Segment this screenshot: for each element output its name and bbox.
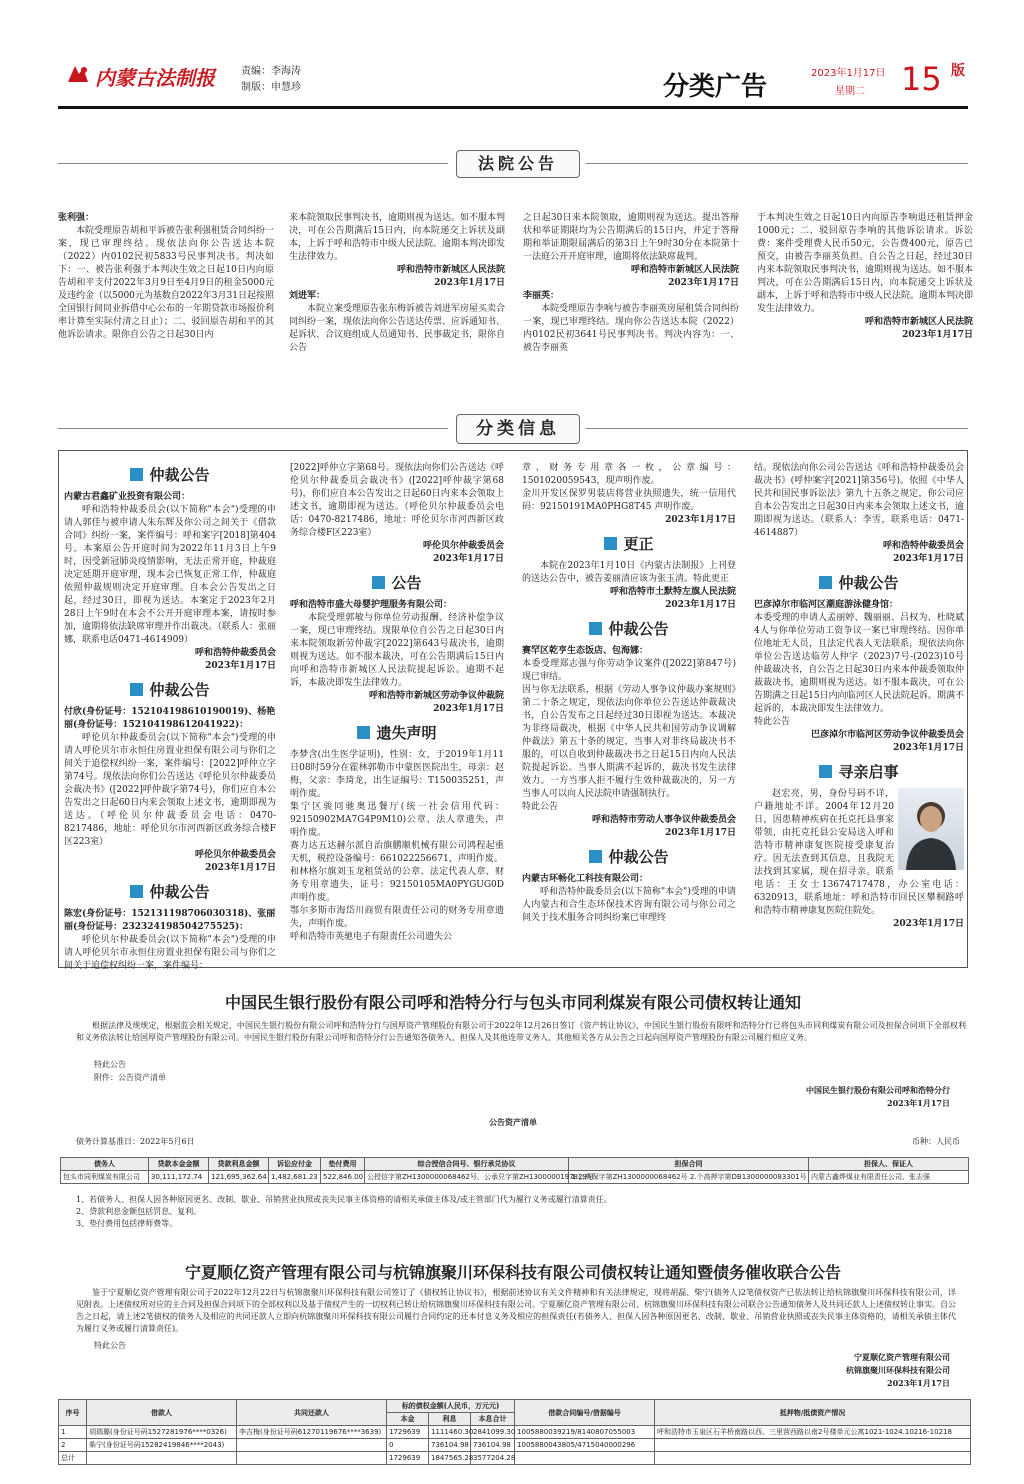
notice2-body: 鉴于宁夏顺亿资产管理有限公司于2022年12月22日与杭锦旗聚川环保科技有限公司签订了《债权转让协议书》，根据前述协议有关文件精神和有关法律规定，现将胡磊、柴宁(债务人)2笔债权资产已依法转让给杭锦旗聚川环保科技有限公司，详见附表。上述债权所对应的主合同及担保合同项下的全部权利以及基于债权产生的一切权利已转让给杭锦旗聚川环保科技有限公司。宁夏顺亿资产管理有限公司、杭锦旗聚川环保科技有限公司联合公告通知债务人及共同还款人上述债权转让事实。自公告之日起，请上述2笔债权的债务人及相应的共同还款人立即向杭锦旗聚川环保科技有限公司履行合同约定的还本付息义务及相应的担保责任(若债务人、担保人因各种原因更名、改制、歇业、吊销营业执照或丧失民事主体资格的，请相关承债主体代为履行义务或履行清算责任)。	[76, 1288, 956, 1333]
court-column-4	[757, 212, 973, 387]
notice-signature: 呼和浩特仲裁委员会	[194, 648, 276, 658]
section-heading: 仲裁公告	[522, 846, 736, 867]
notice-addressee: 内蒙古君鑫矿业投资有限公司：	[64, 492, 191, 502]
table-cell: 总计	[59, 1452, 87, 1465]
notice-body: 李梦含(出生医学证明)，性别：女，于2019年1月11日08时59分在霍林郭勒市中蒙医医院出生，母亲：赵梅，父亲：李琦龙，出生证编号：T150035251，声明作废。 集宁区骏同驰奥迅餐厅(统一社会信用代码：92150902MA7G4P9M10)公章、法人章遗失，声明作废。 赛力达五达赫尔派自治旗鹏顺机械有限公司鸿程起重天机，税控设备编号：661022256671，声明作废。 和林格尔旗刘玉龙租赁站的公章、法定代表人章、财务专用章遗失，证号：92150105MA0PYGUG0D 声明作废。 鄂尔多斯市海岱川商贸有限责任公司的财务专用章遗失，声明作废。 呼和浩特市英驰电子有限责任公司遗失公	[290, 750, 504, 942]
table-cell: 1111460.30	[429, 1426, 471, 1439]
notice-body: 来本院领取民事判决书，逾期则视为送达。如不服本判决，可在公告期满后15日内，向本院递交上诉状及副本，上诉于呼和浩特市中级人民法院。逾期本判决即发生法律效力。	[289, 213, 506, 262]
table-header-cell: 抵押物/抵债资产情况	[655, 1400, 971, 1426]
table-header-cell: 序号	[59, 1400, 87, 1426]
section-heading: 仲裁公告	[64, 464, 276, 485]
notice2-title: 宁夏顺亿资产管理有限公司与杭锦旗聚川环保科技有限公司债权转让通知暨债务催收联合公告	[184, 1263, 841, 1282]
asset-list-title: 公告资产清单	[489, 1117, 537, 1127]
masthead	[65, 58, 965, 108]
table-cell: 121,695,362.64	[209, 1171, 269, 1184]
classified-column-2	[290, 462, 504, 964]
table-cell: 3577204.28	[471, 1452, 515, 1465]
notice-signature: 呼和浩特市新城区人民法院	[630, 265, 739, 275]
section-heading: 更正	[522, 533, 736, 554]
editor-line: 责编：李海涛	[241, 66, 301, 77]
table-cell: 呼和浩特市玉泉区石羊桥南路以西、三里营西路以南2号楼单元公寓1021-1024.10216-10218	[655, 1426, 971, 1439]
table-cell: 1,482,681.23	[269, 1171, 321, 1184]
table-cell	[515, 1452, 655, 1465]
notice1-title: 中国民生银行股份有限公司呼和浩特分行与包头市同利煤炭有限公司债权转让通知	[224, 993, 801, 1012]
notice-date: 2023年1月17日	[665, 600, 736, 610]
table-row	[61, 1171, 969, 1184]
table-header-cell: 借款合同编号/借据编号	[515, 1400, 655, 1426]
table-cell: 2	[59, 1439, 87, 1452]
notice-addressee: 巴彦淖尔市临河区潮庭游泳健身馆：	[754, 600, 899, 610]
section-heading: 仲裁公告	[64, 881, 276, 902]
notice-date: 2023年1月17日	[893, 554, 964, 564]
table-header-cell: 共同还款人	[237, 1400, 387, 1426]
square-icon	[130, 468, 143, 481]
note-line: 1、若债务人、担保人因各种原因更名、改制、歇业、吊销营业执照或丧失民事主体资格的请相关承债主体及/或主管部门代为履行义务或履行清算责任。	[76, 1195, 612, 1204]
notice-signature: 呼和浩特仲裁委员会	[882, 541, 964, 551]
table-cell: 柴宁(身份证号码15282419846****2043)	[87, 1439, 237, 1452]
table-header-cell: 综合授信合同号、银行承兑协议	[365, 1158, 569, 1171]
notice-date: 2023年1月17日	[434, 278, 505, 288]
table-cell: 736104.98	[471, 1439, 515, 1452]
table-header-row	[61, 1158, 969, 1171]
notice-body: 呼伦贝尔仲裁委员会(以下简称"本会")受理的申请人呼伦贝尔市永恒住房置业担保有限公司与你们之间关于追偿权纠纷一案，案件编号：[2022]呼仲立字第74号。现依法向你们公告送达《呼伦贝尔仲裁委员会裁决书》([2022]呼仲裁字第74号)，你们应自本公告发出之日起60日内来会领取上述文书，逾期即视为送达。（呼伦贝尔仲裁委员会电话：0470-8217486，地址：呼伦贝尔市河西新区政务综合楼F区223室）	[64, 733, 276, 847]
square-icon	[819, 765, 832, 778]
notice-body: 本院在2023年1月10日《内蒙古法制报》上刊登的送达公告中，被告姜丽清应该为张玉清。特此更正	[522, 561, 736, 584]
table-cell: 522,846.00	[321, 1171, 365, 1184]
table-header-cell: 诉讼应付金	[269, 1158, 321, 1171]
notice-date: 2023年1月17日	[433, 704, 504, 714]
table-header-cell: 债务人	[61, 1158, 149, 1171]
table-cell: 30,111,172.74	[149, 1171, 209, 1184]
table-header-cell: 担保人、保证人	[809, 1158, 969, 1171]
table-cell: 1729639	[387, 1452, 429, 1465]
notice-signature: 呼和浩特市新城区人民法院	[396, 265, 505, 275]
section-title: 分类广告	[663, 72, 768, 102]
notice-date: 2023年1月17日	[665, 828, 736, 838]
notice-body: 结。现依法向你公司公告送达《呼和浩特仲裁委员会裁决书》(呼仲案字[2021]第356号)。依照《中华人民共和国民事诉讼法》第九十五条之规定，你公司应自本公告发出之日起30日内来本会领取上述文书，逾期即视为送达。（联系人：李雪，联系电话：0471-4614887）	[754, 463, 964, 538]
notice-date: 2023年1月17日	[205, 863, 276, 873]
notice-body: 本院受理原告李响与被告李丽英房屋租赁合同纠纷一案，现已审理终结。现向你公告送达本院（2022）内0102民初3641号民事判决书。判决内容为：一、被告李丽英	[523, 304, 740, 353]
table-cell: 1005880043805/4715040000296	[515, 1439, 655, 1452]
notice-date: 2023年1月17日	[665, 515, 736, 525]
table-cell	[87, 1452, 237, 1465]
issue-date: 2023年1月17日	[811, 68, 886, 79]
table-cell	[655, 1439, 971, 1452]
notice-addressee: 付欣(身份证号：152104198610190019)、杨艳丽(身份证号：152104198612041922)：	[64, 707, 276, 730]
notice1-special: 特此公告	[94, 1060, 126, 1069]
page-number: 15	[901, 60, 942, 98]
table-cell: 0	[387, 1439, 429, 1452]
notice2-date: 2023年1月17日	[887, 1378, 950, 1388]
notice-addressee: 陈宏(身份证号：152131198706030318)、张丽丽(身份证号：232324198504275525)：	[64, 909, 276, 932]
base-date: 债务计算基准日：2022年5月6日	[76, 1137, 195, 1146]
table-subheader-cell: 本息合计	[471, 1413, 515, 1426]
table-header-row	[59, 1400, 971, 1413]
court-banner-label: 法院公告	[456, 150, 580, 178]
notice1-signature: 中国民生银行股份有限公司呼和浩特分行	[806, 1085, 950, 1095]
notice2-signature-2: 杭锦旗聚川环保科技有限公司	[846, 1365, 950, 1375]
notice-addressee: 刘进军：	[289, 291, 326, 301]
notice2-special: 特此公告	[94, 1341, 126, 1350]
table-header-cell: 担保合同	[569, 1158, 809, 1171]
notice-signature: 巴彦淖尔市临河区劳动争议仲裁委员会	[810, 730, 964, 740]
header-rule	[58, 106, 968, 109]
notice-date: 2023年1月17日	[902, 330, 973, 340]
notice2-signature-1: 宁夏顺亿资产管理有限公司	[854, 1352, 950, 1362]
notice-date: 2023年1月17日	[893, 743, 964, 753]
table-cell: 1005880039219/8140807055003	[515, 1426, 655, 1439]
notice1-date: 2023年1月17日	[887, 1098, 950, 1108]
section-heading: 遗失声明	[290, 722, 504, 743]
note-line: 3、垫付费用包括律师费等。	[76, 1219, 178, 1228]
section-heading: 公告	[290, 572, 504, 593]
producer-line: 制版：申慧珍	[241, 82, 301, 93]
notice-body: 呼伦贝尔仲裁委员会(以下简称"本会")受理的申请人呼伦贝尔市永恒住房置业担保有限公司与你们之间关于追偿权纠纷一案，案件编号：	[64, 935, 276, 971]
section-heading: 寻亲启事	[754, 761, 964, 782]
table-cell: 胡瑞璐(身份证号码1527281976****0326)	[87, 1426, 237, 1439]
banner-rule-right	[586, 428, 968, 429]
section-heading: 仲裁公告	[754, 572, 964, 593]
table-row	[59, 1439, 971, 1452]
table-row	[59, 1452, 971, 1465]
notice-addressee: 张利强：	[58, 213, 95, 223]
missing-person-photo	[898, 788, 964, 870]
notice-body: 本院立案受理原告张东梅诉被告刘进军房屋买卖合同纠纷一案，现依法向你公告送达传票、应诉通知书、起诉状、合议庭组成人员通知书、民事裁定书，限你自公告	[289, 304, 506, 353]
court-column-1	[58, 212, 274, 387]
classified-column-3	[522, 462, 736, 964]
newspaper-logo: 内蒙古法制报	[95, 66, 215, 90]
section-heading: 仲裁公告	[522, 618, 736, 639]
court-column-2	[289, 212, 505, 387]
notice-date: 2023年1月17日	[893, 919, 964, 929]
table-header-cell: 垫付费用	[321, 1158, 365, 1171]
table-header-cell: 标的债权金额(人民币，万元元)	[387, 1400, 515, 1413]
table-cell: 736104.98	[429, 1439, 471, 1452]
square-icon	[357, 726, 370, 739]
square-icon	[589, 850, 602, 863]
notice-date: 2023年1月17日	[433, 554, 504, 564]
notice-body: 本院受理郭敏与你单位劳动报酬、经济补偿争议一案，现已审理终结。现限单位自公告之日起30日内来本院领取新劳仲裁字[2022]第643号裁决书，逾期则视为送达。如不服本裁决，可在公告期满后15日内向呼和浩特市新城区人民法院提起诉讼。逾期不起诉，本裁决即发生法律效力。	[290, 613, 504, 688]
notice1-attachment: 附件：公告资产清单	[94, 1073, 166, 1082]
newspaper-logo-emblem	[65, 62, 91, 88]
court-banner	[58, 150, 968, 178]
classified-banner	[58, 414, 968, 444]
classified-column-1	[64, 458, 276, 971]
debt-table	[58, 1399, 971, 1465]
notice-body: 于本判决生效之日起10日内向原告李响退还租赁押金1000元；二、驳回原告李响的其他诉讼请求。诉讼费：案件受理费人民币50元，公告费400元，原告已预交，由被告李丽英负担。自公告之日起，经过30日内来本院领取民事判决书，逾期则视为送达。如不服本判决，可在公告期满后15日内，向本院递交上诉状及副本，上诉于呼和浩特市中级人民法院。逾期本判决即发生法律效力。	[757, 213, 974, 314]
table-cell: 内蒙古鑫烨煤业有限责任公司、张志强	[809, 1171, 969, 1184]
notice-signature: 呼和浩特市劳动人事争议仲裁委员会	[591, 815, 736, 825]
square-icon	[372, 576, 385, 589]
notice1-notes	[76, 1194, 956, 1230]
table-header-cell: 贷款本金金额	[149, 1158, 209, 1171]
issue-weekday: 星期二	[835, 86, 865, 97]
table-subheader-cell: 利息	[429, 1413, 471, 1426]
table-row	[59, 1426, 971, 1439]
notice-body: 本委受理的申请人孟丽婷、魏丽丽、吕权为、杜晓斌4人与你单位劳动工资争议一案已审理终结。因你单位地址无人员，且法定代表人无法联系，现依法向你单位公告送达临劳人仲字（2023)7号-(2023)10号仲裁裁决书，自公告之日起30日内来本仲裁委领取仲裁裁决书，逾期则视为送达。如不服本裁决，可在公告期满之日起15日内向临河区人民法院起诉。期满不起诉的，本裁决即发生法律效力。 特此公告	[754, 613, 964, 727]
table-cell: 李吉梅(身份证号码61270119676****3639)	[237, 1426, 387, 1439]
table-cell	[655, 1452, 971, 1465]
court-column-3	[523, 212, 739, 387]
banner-rule-left	[58, 163, 448, 164]
classified-column-4	[754, 462, 964, 964]
table-cell: 2841099.30	[471, 1426, 515, 1439]
classified-banner-label: 分类信息	[456, 414, 580, 444]
currency-label: 币种：人民币	[912, 1137, 960, 1146]
table-header-cell: 贷款利息金额	[209, 1158, 269, 1171]
square-icon	[604, 537, 617, 550]
notice-body: 章、财务专用章各一枚，公章编号：1501020059543，现声明作废。 金川开发区保罗男装店将营业执照遗失，统一信用代码：92150191MA0PHG8T45 声明作废。	[522, 463, 736, 512]
asset-table	[60, 1157, 969, 1184]
table-cell: 包头市同利煤炭有限公司	[61, 1171, 149, 1184]
section-heading: 仲裁公告	[64, 679, 276, 700]
square-icon	[130, 683, 143, 696]
notice-body: [2022]呼仲立字第68号。现依法向你们公告送达《呼伦贝尔仲裁委员会裁决书》([2022]呼仲裁字第68号)，你们应自本公告发出之日起60日内来本会领取上述文书，逾期即视为送达。（呼伦贝尔仲裁委员会电话：0470-8217486，地址：呼伦贝尔市河西新区政务综合楼F区223室）	[290, 463, 504, 538]
notice-body: 赵宏亮，男，身份号码不详，户籍地址不详。2004年12月20日，因患精神疾病在托克托县事家带领，由托克托县公安局送入呼和浩特市精神康复医院接受康复治疗。因无法查到其信息，且我院无法找到其家属，现在招寻亲。联系电话：王女士13674717478，办公室电话：6320913，联系地址：呼和浩特市回民区攀桐路呼和浩特市精神康复医院住院处。	[754, 789, 964, 916]
notice-signature: 呼和浩特市新城区劳动争议仲裁院	[368, 691, 504, 701]
notice-date: 2023年1月17日	[668, 278, 739, 288]
notice-signature: 呼伦贝尔仲裁委员会	[422, 541, 504, 551]
notice-signature: 呼和浩特市土默特左旗人民法院	[609, 587, 736, 597]
table-cell: 1847565.28	[429, 1452, 471, 1465]
table-subheader-cell: 本金	[387, 1413, 429, 1426]
table-cell	[237, 1439, 387, 1452]
notice-addressee: 呼和浩特市盛大母婴护理服务有限公司：	[290, 600, 453, 610]
notice1-body: 根据法律及规规定，根据监会相关规定，中国民生银行股份有限公司呼和浩特分行与国厚资产管理股份有限公司于2022年12月26日签订《资产转让协议》，中国民生银行股份有限呼和浩特分行已将包头市同利煤炭有限公司及担保合同项下全部权利和义务依法转让给国厚资产管理股份有限公司。中国民生银行股份有限公司呼和浩特分行公告通知各债务人、担保人及其他连带义务人、其他相关各方从公告之日起向国厚资产管理股份有限公司履行相应义务。	[76, 1021, 966, 1042]
notice-body: 呼和浩特仲裁委员会(以下简称"本会")受理的申请人郭佳与被申请人朱东辉及你公司之间关于《借款合同》纠纷一案，案件编号：呼和案字[2018]第404号。本案原公告开庭时间为2022年11月3日上午9时，因受新冠肺炎疫情影响，无法正常开庭，仲裁庭决定延期开庭审理，现本会已恢复正常工作，仲裁庭依照仲裁规则决定开庭审理。自本会公告发出之日起，经过30日，即视为送达。本案定于2023年2月28日上午9时在本会不公开开庭审理本案，请按时参加，逾期将依法缺席审理并作出裁决。（联系人：张丽娜，联系电话0471-4614909）	[64, 505, 276, 645]
square-icon	[130, 885, 143, 898]
table-header-cell: 借款人	[87, 1400, 237, 1426]
notice-date: 2023年1月17日	[205, 661, 276, 671]
notice-signature: 呼和浩特市新城区人民法院	[864, 317, 973, 327]
notice-addressee: 赛罕区乾亨生态饭店、包海娜：	[522, 646, 649, 656]
note-line: 2、贷款利息金额包括罚息、复利。	[76, 1207, 202, 1216]
square-icon	[589, 622, 602, 635]
table-cell: 公授信字第ZH1300000068462号、公承兑字第ZH1300000197829号	[365, 1171, 569, 1184]
notice-body: 本院受理原告胡和平诉被告张利强租赁合同纠纷一案，现已审理终结。现依法向你公告送达本院（2022）内0102民初5833号民事判决书。判决如下：一、被告张利强于本判决生效之日起10日内向原告胡和平支付2022年3月9日至4月9日的租金5000元及违约金（以5000元为基数自2022年3月31日起按照全国银行间同业拆借中心公布的一年期贷款市场报价利率计算至实际付清之日止）；二、驳回原告胡和平的其他诉讼请求。限你自公告之日起30日内	[58, 226, 275, 340]
square-icon	[819, 576, 832, 589]
notice-body: 之日起30日来本院领取，逾期则视为送达。提出答辩状和举证期限均为公告期满后的15日内，并定于答辩期和举证期限届满后的第3日上午9时30分在本院第十一法庭公开开庭审理，逾期将依法缺席裁判。	[523, 213, 739, 262]
banner-rule-right	[586, 163, 968, 164]
table-cell: 1	[59, 1426, 87, 1439]
notice-signature: 呼伦贝尔仲裁委员会	[194, 850, 276, 860]
notice-addressee: 李丽英：	[523, 291, 560, 301]
notice-body: 本委受理郑志强与你劳动争议案件([2022]第847号)现已审结。 因与你无法联系，根据《劳动人事争议仲裁办案规则》第二十条之规定，现依法向你单位公告送达仲裁裁决书，自公告发布之日起经过30日即视为送达。本裁决为非终局裁决，根据《中华人民共和国劳动争议调解仲裁法》第五十条的规定，当事人对非终局裁决书不服的，可以自收到仲裁裁决书之日起15日内向人民法院提起诉讼。当事人期满不起诉的，裁决书发生法律效力。一方当事人拒不履行生效仲裁裁决的，另一方当事人可以向人民法院申请强制执行。 特此公告	[522, 659, 736, 812]
banner-rule-left	[58, 428, 448, 429]
notice-addressee: 内蒙古环畅化工科技有限公司：	[522, 874, 649, 884]
table-cell	[237, 1452, 387, 1465]
notice-body: 呼和浩特仲裁委员会(以下简称"本会")受理的申请人内蒙古和合生态环保技术咨询有限公司与你公司之间关于技术服务合同纠纷案已审理终	[522, 887, 736, 923]
table-cell: 1729639	[387, 1426, 429, 1439]
page-number-suffix: 版	[951, 63, 965, 79]
table-cell: 1.公高保字第ZH1300000068462号 2.个高押字第DB1300000083301号	[569, 1171, 809, 1184]
